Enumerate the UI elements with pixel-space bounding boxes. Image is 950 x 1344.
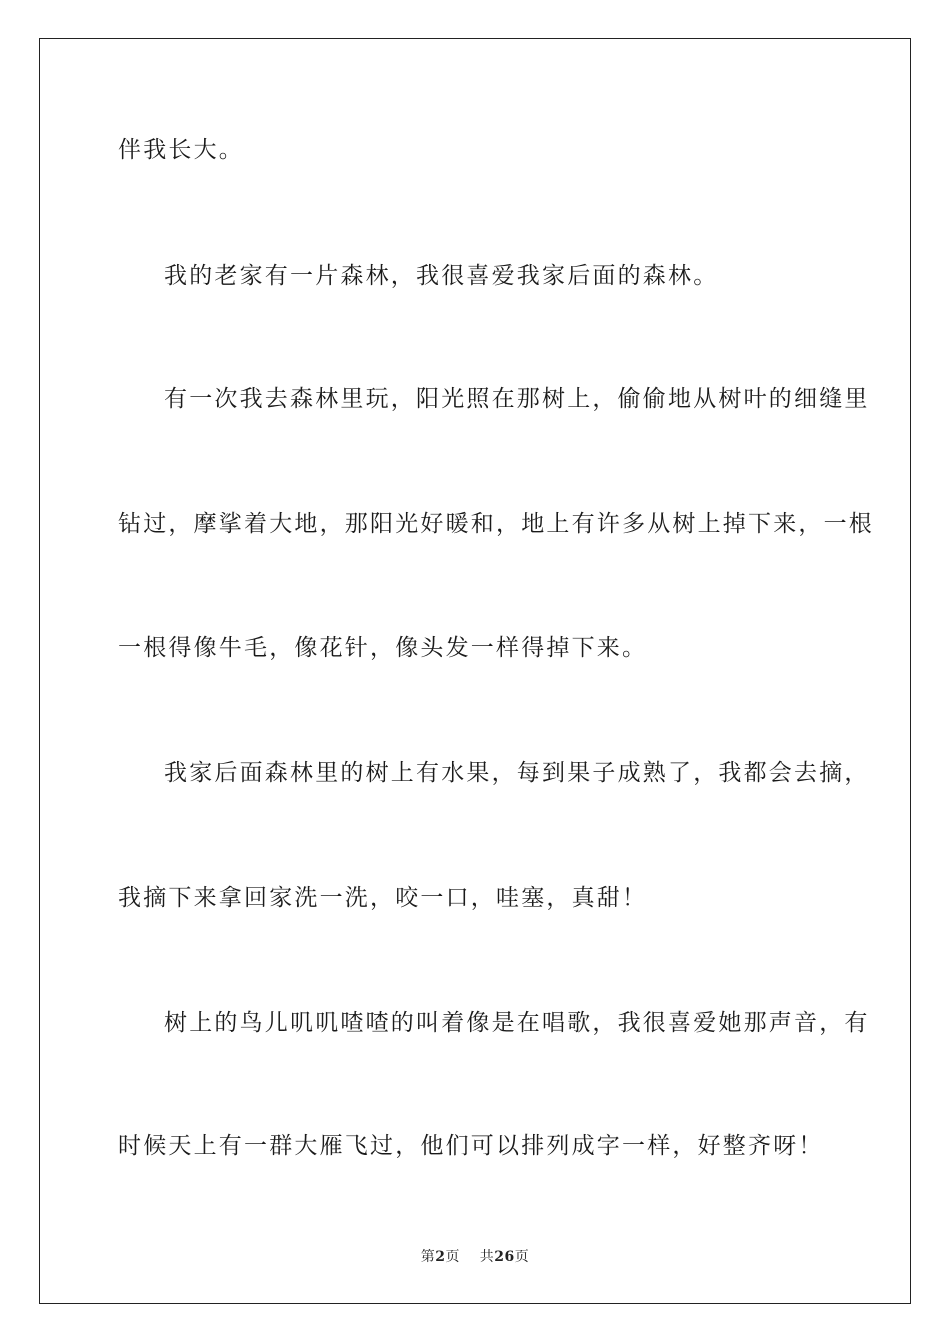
page-suffix: 页: [445, 1249, 460, 1265]
page-footer: [0, 1247, 950, 1267]
text-line-5: 一根得像牛毛，像花针，像头发一样得掉下来。: [118, 635, 648, 661]
page-border: [39, 38, 911, 1304]
text-line-1: 伴我长大。: [118, 137, 244, 163]
total-pages: 26: [494, 1249, 515, 1265]
text-line-4: 钻过，摩挲着大地，那阳光好暖和，地上有许多从树上掉下来，一根: [118, 511, 874, 537]
text-line-8: 树上的鸟儿叽叽喳喳的叫着像是在唱歌，我很喜爱她那声音，有: [164, 1010, 870, 1036]
total-prefix: 共: [479, 1249, 495, 1265]
total-suffix: 页: [514, 1249, 530, 1265]
text-line-3: 有一次我去森林里玩，阳光照在那树上，偷偷地从树叶的细缝里: [164, 386, 870, 412]
text-line-2: 我的老家有一片森林，我很喜爱我家后面的森林。: [164, 263, 719, 289]
text-line-7: 我摘下来拿回家洗一洗，咬一口，哇塞，真甜！: [118, 885, 648, 911]
page-prefix: 第: [420, 1249, 436, 1265]
text-line-6: 我家后面森林里的树上有水果，每到果子成熟了，我都会去摘，: [164, 760, 870, 786]
text-line-9: 时候天上有一群大雁飞过，他们可以排列成字一样，好整齐呀！: [118, 1133, 824, 1159]
page-number: 2: [435, 1249, 446, 1265]
